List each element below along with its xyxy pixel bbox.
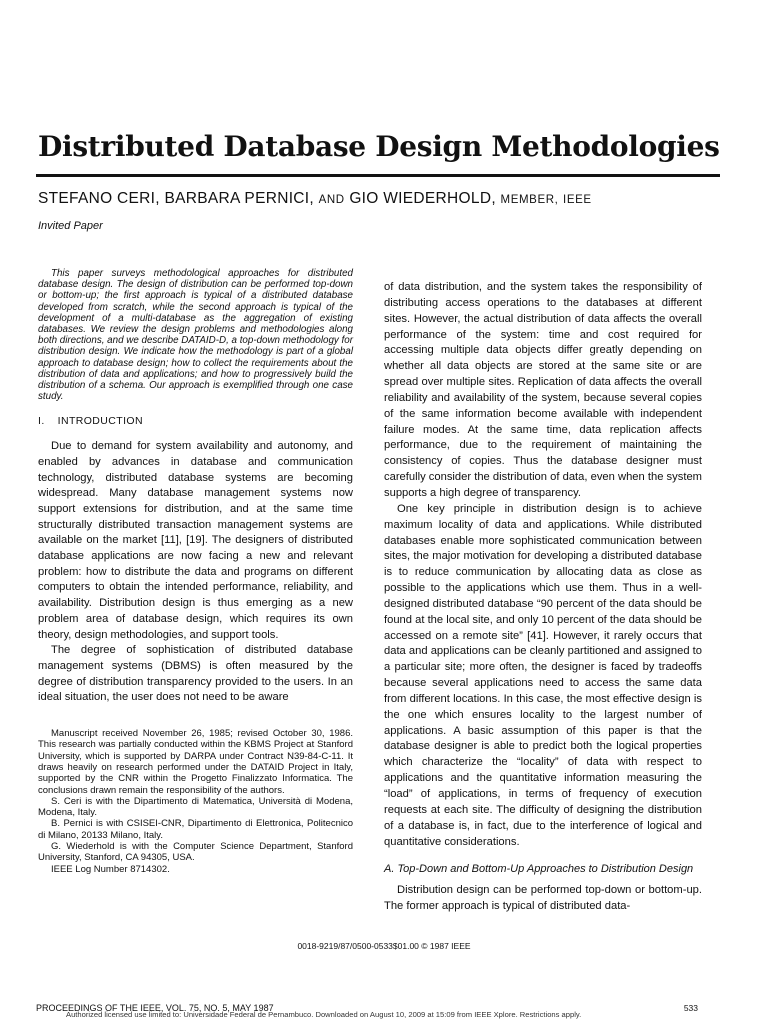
section-heading-introduction bbox=[38, 414, 353, 430]
copyright-line: 0018-9219/87/0500-0533$01.00 © 1987 IEEE bbox=[297, 941, 471, 951]
author-line bbox=[38, 190, 592, 208]
body-paragraph: One key principle in distribution design is to achieve maximum locality of data and applications. While distributed databases enable more sophisticated communication between sites, the major motivation for developing a distributed database is to reduce communication by allocating data as close as possible to the applications which use them. Thus in a well-designed distributed database “90 percent of the data should be found at the local site, and only 10 percent of the data should be accessed on a remote site” [41]. However, it rarely occurs that data and applications can be cleanly partitioned and assigned to a particular site; more often, the designer is faced by tradeoffs because several applications need to access the same data from different locations. In this case, the most effective design is the one which ensures locality to the largest number of applications. A basic assumption of this paper is that the database designer is able to predict both the logical properties which characterize the “locality” of data with respect to applications and the quantitative information measuring the “load” of applications, in terms of frequency of execution requests at each site. The difficulty of designing the distribution of a database is, in fact, due to the interference of logical and quantitative considerations. bbox=[384, 502, 702, 848]
title-rule bbox=[36, 174, 720, 177]
download-watermark: Authorized licensed use limited to: Universidade Federal de Pernambuco. Downloaded on August 10, 2009 at 15:09 from IEEE Xplore. Restrictions apply. bbox=[66, 1010, 582, 1019]
footnote-item: G. Wiederhold is with the Computer Science Department, Stanford University, Stanford, CA 94305, USA. bbox=[38, 841, 353, 864]
footnote-item: S. Ceri is with the Dipartimento di Matematica, Università di Modena, Modena, Italy. bbox=[38, 795, 353, 819]
footnote-item: IEEE Log Number 8714302. bbox=[51, 863, 170, 875]
body-paragraph: Distribution design can be performed top-down or bottom-up. The former approach is typical of distributed data- bbox=[384, 884, 702, 913]
running-head: PROCEEDINGS OF THE IEEE, VOL. 75, NO. 5, MAY 1987 bbox=[36, 1003, 274, 1013]
body-paragraph: of data distribution, and the system takes the responsibility of distributing access operations to the databases at different sites. However, the actual distribution of data affects the overall performance of the system: time and cost required for accessing multiple data objects differ greatly depending on whether all data objects are stored at the same site or are spread over multiple sites. Replication of data affects the overall reliability and availability of the system, because several copies of the same information become available with independent failure modes. At the same time, data replication affects performance, due to the requirement of maintaining the consistency of copies. Thus the database designer must carefully consider the distribution of data, even when the system supports a high degree of transparency. bbox=[384, 281, 702, 499]
author-ieee: IEEE bbox=[563, 194, 592, 206]
paper-type: Invited Paper bbox=[38, 220, 103, 232]
section-number: I. bbox=[38, 415, 45, 428]
footnote-item: Manuscript received November 26, 1985; revised October 30, 1986. This research was partially conducted within the KBMS Project at Stanford University, which is supported by DARPA under Contract N39-84-C-11. It draws heavily on research performed under the DATAID Project in Italy, supported by the CNR within the Progetto Finalizzato Informatica. The conclusions drawn remain the responsibility of the authors. bbox=[38, 728, 353, 796]
footnote-item: B. Pernici is with CSISEI-CNR, Dipartimento di Elettronica, Politecnico di Milano, 20133 Milano, Italy. bbox=[38, 818, 353, 841]
body-paragraph: The degree of sophistication of distributed database management systems (DBMS) is often measured by the degree of distribution transparency provided to the users. In an ideal situation, the user does not need to be aware bbox=[38, 644, 353, 704]
author-member: MEMBER, bbox=[500, 194, 559, 206]
left-column bbox=[38, 268, 353, 875]
abstract-text: This paper surveys methodological approaches for distributed database design. The design of distribution can be performed top-down or bottom-up; the first approach is typical of a distributed database developed from scratch, while the second approach is typical of the development of a multi-database as the aggregation of existing databases. We review the design problems and methodologies along both directions, and we describe DATAID-D, a top-down methodology for distribution design. We indicate how the methodology is part of a global approach to database design; how to collect the requirements about the distribution of data and applications; and how to progressively build the distribution of a schema. Our approach is exemplified through one case study. bbox=[38, 268, 353, 403]
author-and: AND bbox=[318, 194, 345, 206]
page-number: 533 bbox=[683, 1003, 698, 1013]
author-names-b: GIO WIEDERHOLD, bbox=[349, 190, 496, 207]
body-paragraph: Due to demand for system availability and autonomy, and enabled by advances in database and communication technology, distributed database systems are becoming widespread. Many database management systems now support extensions for distribution, and at the same time structurally distributed transaction management systems are available on the market [11], [19]. The designers of distributed database applications are now facing a new and relevant problem: how to distribute the data and programs on different computers to obtain the intended performance, reliability, and availability. Distribution design is thus emerging as a new problem area of database design, which requires its own theory, design methodologies, and support tools. bbox=[38, 440, 353, 641]
subsection-heading: A. Top-Down and Bottom-Up Approaches to Distribution Design bbox=[384, 863, 694, 876]
right-column bbox=[384, 280, 702, 915]
paper-title: Distributed Database Design Methodologies bbox=[38, 130, 720, 163]
author-names-a: STEFANO CERI, BARBARA PERNICI, bbox=[38, 190, 315, 207]
section-title: INTRODUCTION bbox=[57, 415, 143, 428]
footnotes bbox=[38, 728, 353, 875]
abstract bbox=[38, 268, 353, 402]
